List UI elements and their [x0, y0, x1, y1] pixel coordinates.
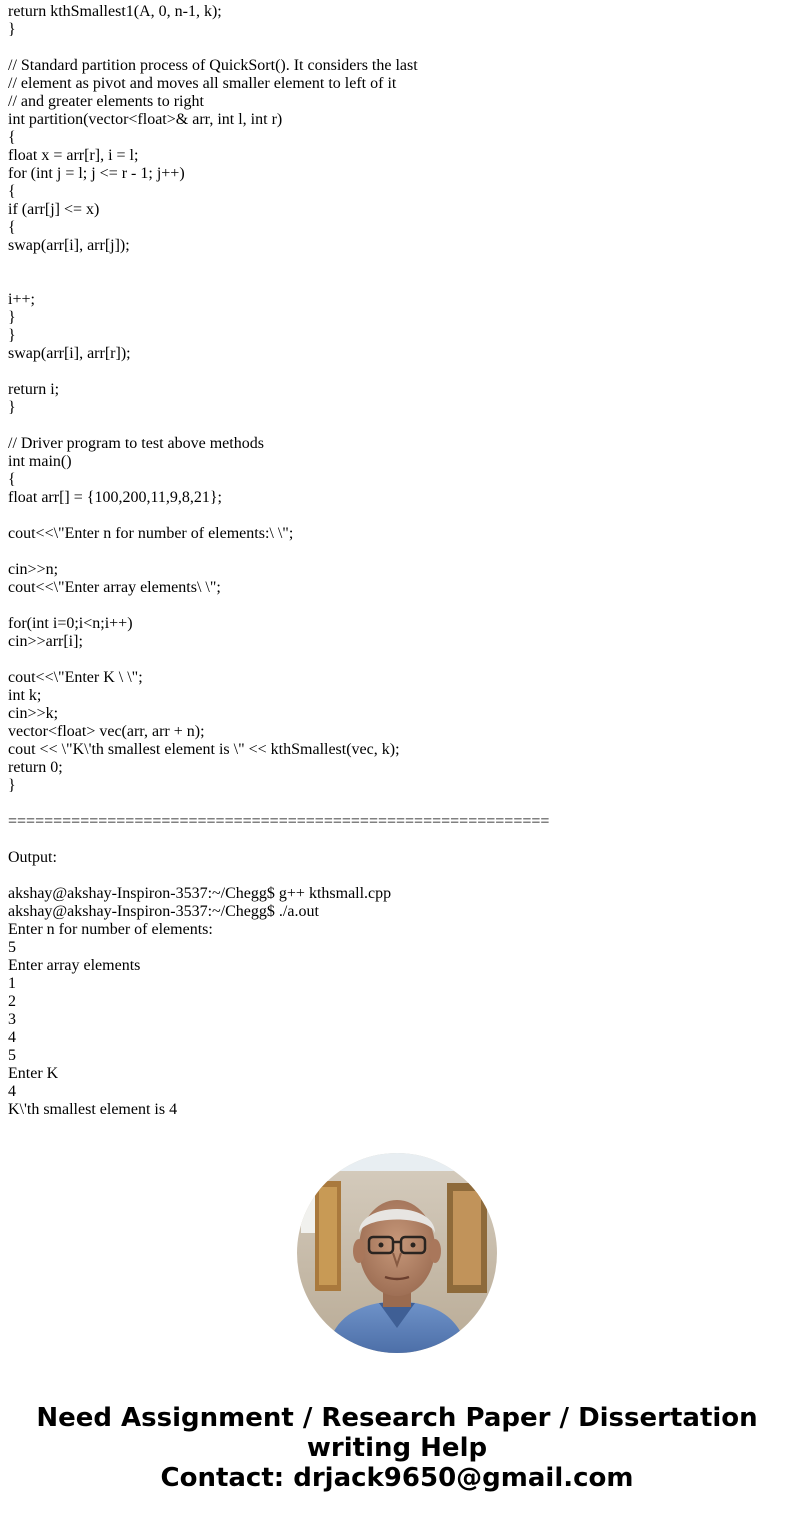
- avatar-photo: [297, 1153, 497, 1353]
- text-line: // element as pivot and moves all smaller element to left of it: [8, 75, 397, 92]
- promo-line-3: Contact: drjack9650@gmail.com: [160, 1463, 634, 1493]
- text-line: Enter array elements: [8, 957, 141, 974]
- text-line: for (int j = l; j <= r - 1; j++): [8, 165, 185, 182]
- text-line: // Driver program to test above methods: [8, 435, 264, 452]
- text-line: Enter n for number of elements:: [8, 921, 213, 938]
- text-line: }: [8, 777, 16, 794]
- text-line: cout<<\"Enter array elements\ \";: [8, 579, 221, 596]
- text-line: 1: [8, 975, 16, 992]
- text-line: int main(): [8, 453, 72, 470]
- text-line: // and greater elements to right: [8, 93, 204, 110]
- text-line: i++;: [8, 291, 35, 308]
- text-line: cout << \"K\'th smallest element is \" << kthSmallest(vec, k);: [8, 741, 400, 758]
- text-line: int k;: [8, 687, 42, 704]
- text-line: }: [8, 399, 16, 416]
- text-line: {: [8, 471, 16, 488]
- text-line: akshay@akshay-Inspiron-3537:~/Chegg$ g++ kthsmall.cpp: [8, 885, 392, 902]
- text-line: 3: [8, 1011, 16, 1028]
- text-line: return 0;: [8, 759, 63, 776]
- text-line: return i;: [8, 381, 60, 398]
- text-line: for(int i=0;i<n;i++): [8, 615, 133, 632]
- text-line: 4: [8, 1029, 16, 1046]
- promo-banner: [0, 1403, 794, 1493]
- text-line: 2: [8, 993, 16, 1010]
- text-line: K\'th smallest element is 4: [8, 1101, 178, 1118]
- text-line: 4: [8, 1083, 16, 1100]
- text-line: swap(arr[i], arr[j]);: [8, 237, 130, 254]
- promo-line-2: writing Help: [306, 1433, 488, 1463]
- text-line: }: [8, 21, 16, 38]
- text-line: swap(arr[i], arr[r]);: [8, 345, 131, 362]
- text-line: }: [8, 309, 16, 326]
- text-line: ============================================================: [8, 813, 550, 830]
- promo-line-1: Need Assignment / Research Paper / Dissertation: [36, 1403, 758, 1433]
- text-line: {: [8, 129, 16, 146]
- text-line: int partition(vector<float>& arr, int l, int r): [8, 111, 283, 128]
- text-line: Enter K: [8, 1065, 59, 1082]
- text-line: cout<<\"Enter n for number of elements:\ \";: [8, 525, 294, 542]
- text-line: float arr[] = {100,200,11,9,8,21};: [8, 489, 222, 506]
- text-line: cout<<\"Enter K \ \";: [8, 669, 143, 686]
- text-line: {: [8, 183, 16, 200]
- text-line: {: [8, 219, 16, 236]
- text-line: }: [8, 327, 16, 344]
- text-line: // Standard partition process of QuickSort(). It considers the last: [8, 57, 418, 74]
- text-line: akshay@akshay-Inspiron-3537:~/Chegg$ ./a.out: [8, 903, 319, 920]
- text-line: float x = arr[r], i = l;: [8, 147, 139, 164]
- text-line: cin>>k;: [8, 705, 59, 722]
- text-line: return kthSmallest1(A, 0, n-1, k);: [8, 3, 222, 20]
- text-line: cin>>arr[i];: [8, 633, 83, 650]
- text-line: 5: [8, 939, 16, 956]
- text-line: if (arr[j] <= x): [8, 201, 100, 218]
- text-line: vector<float> vec(arr, arr + n);: [8, 723, 205, 740]
- text-line: Output:: [8, 849, 57, 866]
- author-avatar: [297, 1153, 497, 1353]
- text-line: cin>>n;: [8, 561, 59, 578]
- text-line: 5: [8, 1047, 16, 1064]
